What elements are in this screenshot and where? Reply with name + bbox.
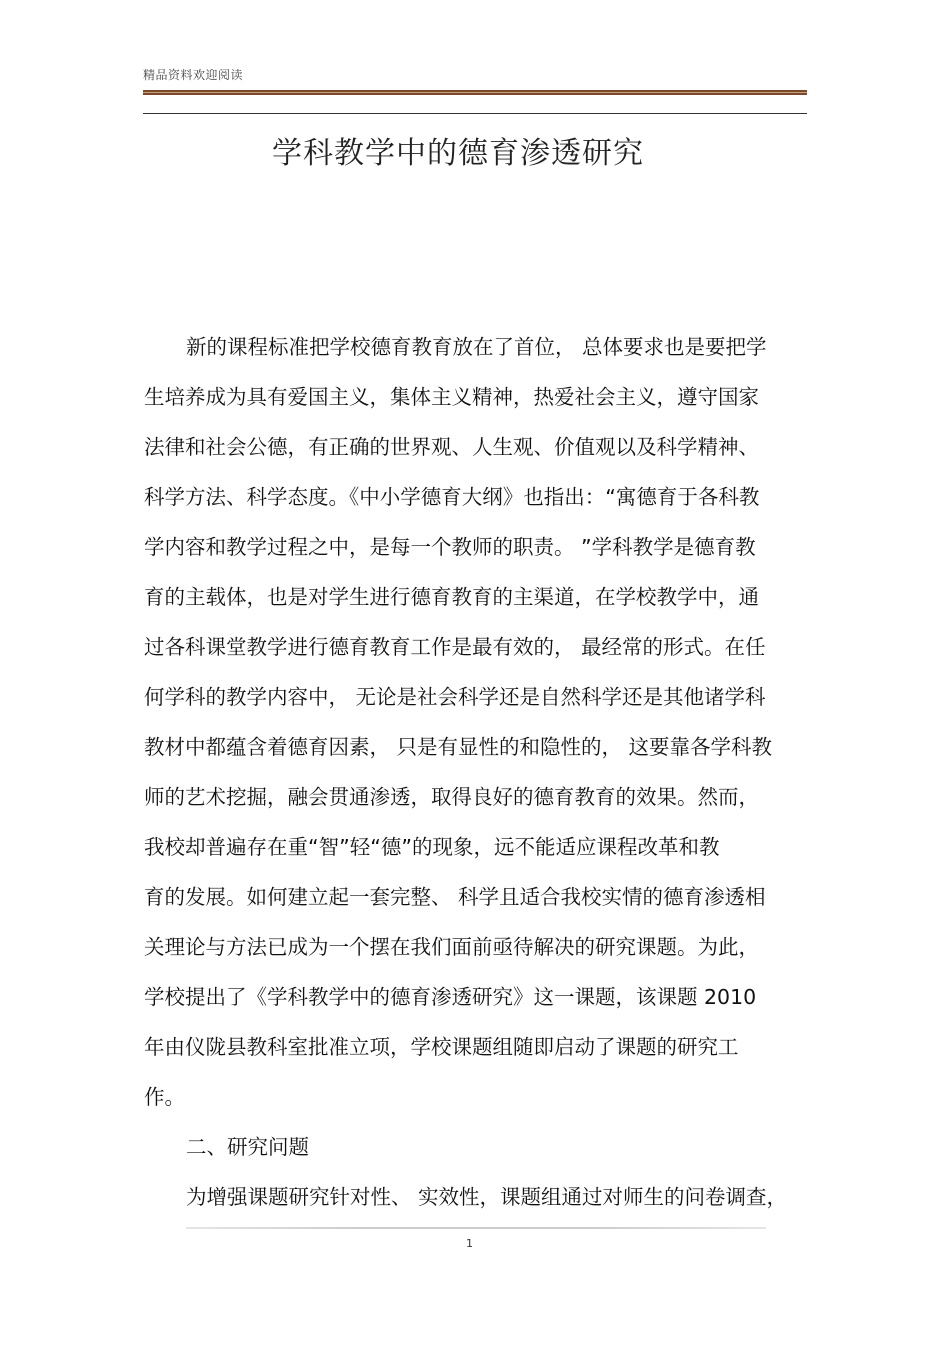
body-line: 师的艺术挖掘，融会贯通渗透，取得良好的德育教育的效果。然而， [144, 785, 759, 809]
body-line: 年由仪陇县教科室批准立项，学校课题组随即启动了课题的研究工 [144, 1035, 739, 1059]
page-number: 1 [466, 1237, 473, 1250]
body-line: 作。 [144, 1085, 185, 1109]
body-line: 学内容和教学过程之中，是每一个教师的职责。 ”学科教学是德育教 [144, 535, 756, 559]
document-title: 学科教学中的德育渗透研究 [272, 136, 644, 171]
body-line: 为增强课题研究针对性、 实效性，课题组通过对师生的问卷调查， [186, 1185, 788, 1209]
footer-rule [186, 1227, 766, 1229]
body-line: 学校提出了《学科教学中的德育渗透研究》这一课题，该课题 2010 [144, 985, 757, 1009]
body-line: 生培养成为具有爱国主义，集体主义精神，热爱社会主义，遵守国家 [144, 385, 759, 409]
body-line: 科学方法、科学态度。《中小学德育大纲》也指出：“寓德育于各科教 [144, 485, 760, 509]
body-line: 法律和社会公德，有正确的世界观、人生观、价值观以及科学精神、 [144, 435, 759, 459]
body-line: 教材中都蕴含着德育因素， 只是有显性的和隐性的， 这要靠各学科教 [144, 735, 773, 759]
header-text: 精品资料欢迎阅读 [143, 68, 244, 82]
section-heading: 二、研究问题 [186, 1135, 309, 1159]
header-rule-thin [143, 113, 807, 114]
body-line: 育的发展。如何建立起一套完整、 科学且适合我校实情的德育渗透相 [144, 885, 766, 909]
body-line: 新的课程标准把学校德育教育放在了首位， 总体要求也是要把学 [186, 335, 767, 359]
header-rule-thick [143, 90, 807, 95]
body-line: 育的主载体，也是对学生进行德育教育的主渠道，在学校教学中，通 [144, 585, 759, 609]
body-line: 关理论与方法已成为一个摆在我们面前亟待解决的研究课题。为此， [144, 935, 759, 959]
body-line: 何学科的教学内容中， 无论是社会科学还是自然科学还是其他诸学科 [144, 685, 766, 709]
body-line: 过各科课堂教学进行德育教育工作是最有效的， 最经常的形式。在任 [144, 635, 766, 659]
body-line: 我校却普遍存在重“智”轻“德”的现象，远不能适应课程改革和教 [144, 835, 720, 859]
